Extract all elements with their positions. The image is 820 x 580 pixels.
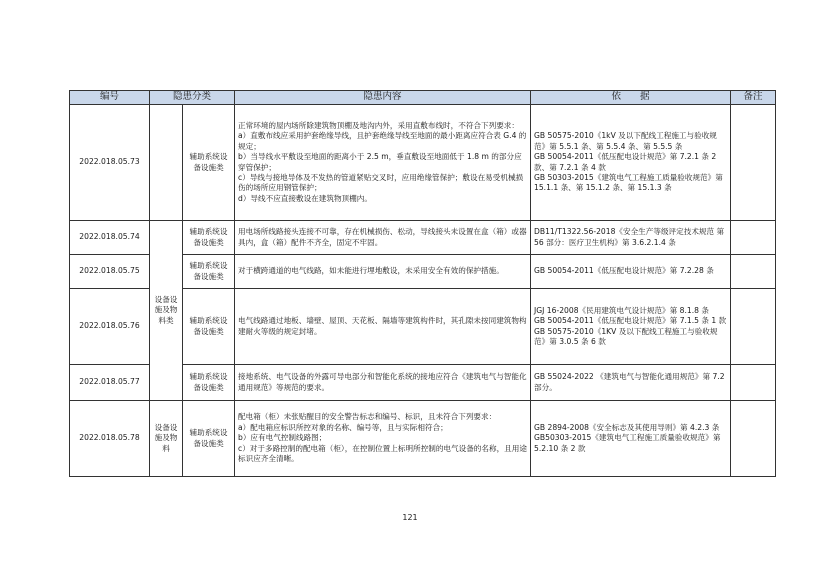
table-row (70, 105, 776, 221)
row-subcategory: 辅助系统设备设施类 (183, 289, 235, 365)
header-category: 隐患分类 (150, 91, 235, 105)
header-content: 隐患内容 (235, 91, 531, 105)
row-content: 对于横跨通道的电气线路，如未能进行埋地敷设，未采用安全有效的保护措施。 (235, 255, 531, 289)
row-category (150, 105, 183, 221)
table-header-row (70, 91, 776, 105)
row-content: 接地系统、电气设备的外露可导电部分和智能化系统的接地应符合《建筑电气与智能化通用规范》等规范的要求。 (235, 365, 531, 401)
header-basis: 依 据 (531, 91, 731, 105)
hazard-table (69, 90, 776, 477)
row-basis: GB 55024-2022 《建筑电气与智能化通用规范》第 7.2 部分。 (531, 365, 731, 401)
row-remark (731, 401, 776, 477)
row-remark (731, 289, 776, 365)
row-subcategory: 辅助系统设备设施类 (183, 221, 235, 255)
row-basis: DB11/T1322.56-2018《安全生产等级评定技术规范 第 56 部分：医疗卫生机构》第 3.6.2.1.4 条 (531, 221, 731, 255)
page-number: 121 (402, 513, 418, 522)
row-id: 2022.018.05.76 (70, 289, 150, 365)
header-id: 编号 (70, 91, 150, 105)
row-category: 设备设施及物料 (150, 401, 183, 477)
row-remark (731, 105, 776, 221)
row-basis: GB 50054-2011《低压配电设计规范》第 7.2.28 条 (531, 255, 731, 289)
row-subcategory: 辅助系统设备设施类 (183, 255, 235, 289)
row-basis: GB 2894-2008《安全标志及其使用导则》第 4.2.3 条 GB50303-2015《建筑电气工程施工质量验收规范》第 5.2.10 条 2 款 (531, 401, 731, 477)
row-id: 2022.018.05.75 (70, 255, 150, 289)
row-subcategory: 辅助系统设备设施类 (183, 401, 235, 477)
row-id: 2022.018.05.74 (70, 221, 150, 255)
row-content: 配电箱（柜）未张贴醒目的安全警告标志和编号、标识，且未符合下列要求： a）配电箱应标识所控对象的名称、编号等，且与实际相符合； b）应有电气控制线路图； c）对于多路控制的配电箱（柜），在控制位置上标明所控制的电气设备的名称，且用途标识应齐全清晰。 (235, 401, 531, 477)
row-content: 电气线路通过地板、墙壁、屋顶、天花板、隔墙等建筑构件时，其孔隙未按同建筑物构建耐火等级的规定封堵。 (235, 289, 531, 365)
row-content: 用电场所线路接头连接不可靠，存在机械损伤、松动，导线接头未设置在盒（箱）或器具内，盒（箱）配件不齐全，固定不牢固。 (235, 221, 531, 255)
merged-category: 设备设施及物料类 (150, 221, 183, 401)
row-id: 2022.018.05.78 (70, 401, 150, 477)
header-remark: 备注 (731, 91, 776, 105)
row-basis: GB 50575-2010《1kV 及以下配线工程施工与验收规范》第 5.5.1 条、第 5.5.4 条、第 5.5.5 条 GB 50054-2011《低压配电设计规范》第 7.2.1 条 2 款、第 7.2.1 条 4 款 GB 50303-2015《建筑电气工程施工质量验收规范》第 15.1.1 条、第 15.1.2 条、第 15.1.3 条 (531, 105, 731, 221)
row-id: 2022.018.05.77 (70, 365, 150, 401)
row-remark (731, 221, 776, 255)
table-row (70, 221, 776, 255)
row-remark (731, 365, 776, 401)
row-id: 2022.018.05.73 (70, 105, 150, 221)
row-basis: JGJ 16-2008《民用建筑电气设计规范》第 8.1.8 条 GB 50054-2011《低压配电设计规范》第 7.1.5 条 1 款 GB 50575-2010《1KV 及以下配线工程施工与验收规范》第 3.0.5 条 6 款 (531, 289, 731, 365)
row-remark (731, 255, 776, 289)
table-row (70, 401, 776, 477)
row-subcategory: 辅助系统设备设施类 (183, 105, 235, 221)
row-content: 正常环境的屋内场所除建筑物顶棚及地沟内外，采用直敷布线时，不符合下列要求： a）直敷布线应采用护套绝缘导线，且护套绝缘导线至地面的最小距离应符合表 G.4 的规定； b）当导线水平敷设至地面的距离小于 2.5 m，垂直敷设至地面低于 1.8 m 的部分应穿管保护； c）导线与接地导体及不发热的管道紧贴交叉时，应用绝缘管保护；敷设在易受机械损伤的场所应用钢管保护； d）导线不应直接敷设在建筑物顶棚内。 (235, 105, 531, 221)
row-subcategory: 辅助系统设备设施类 (183, 365, 235, 401)
